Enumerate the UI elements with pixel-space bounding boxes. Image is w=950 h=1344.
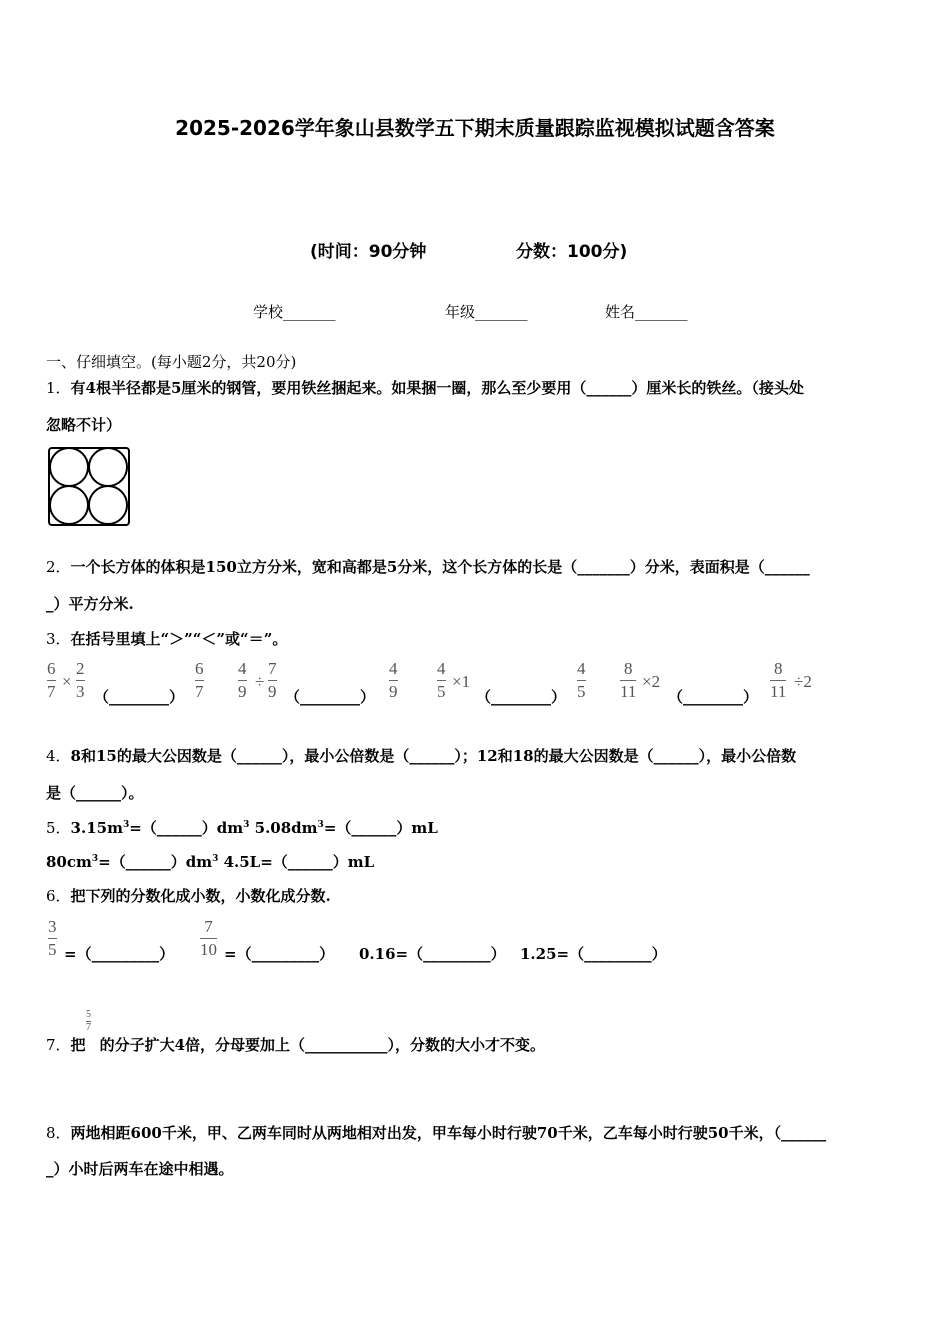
fraction: 7 9 <box>268 659 277 701</box>
question-8-cont: _）小时后两车在途中相遇。 <box>46 1160 234 1178</box>
name-field: 姓名_______ <box>605 303 688 321</box>
question-4-cont: 是（______）。 <box>46 784 144 802</box>
small-fraction: 5 7 <box>86 1009 91 1033</box>
superscript: 3 <box>122 820 130 830</box>
question-6 <box>46 885 331 906</box>
question-number: 4． <box>46 747 71 765</box>
operator: ÷2 <box>794 672 812 691</box>
operator: ×1 <box>452 672 471 691</box>
superscript: 3 <box>91 854 99 864</box>
question-1-cont: 忽略不计） <box>46 416 122 434</box>
fraction: 6 7 <box>47 659 56 701</box>
question-text: 的分子扩大4倍，分母要加上（___________），分数的大小才不变。 <box>99 1036 546 1054</box>
answer-blank[interactable]: （________） <box>668 688 759 706</box>
superscript: 3 <box>317 820 324 830</box>
superscript: 3 <box>212 854 219 864</box>
pipe-circle <box>89 486 127 524</box>
pipe-circle <box>50 486 88 524</box>
question-text: 有4根半径都是5厘米的钢管，要用铁丝捆起来。如果捆一圈，那么至少要用（______）厘米长的铁丝。（接头处 <box>70 379 804 397</box>
fraction: 8 11 <box>620 659 637 701</box>
q5-text: =（______）dm <box>129 819 244 837</box>
answer-blank[interactable]: （________） <box>94 688 185 706</box>
fraction: 4 9 <box>238 659 247 701</box>
question-5 <box>46 817 438 838</box>
question-number: 1． <box>46 379 71 397</box>
question-number: 6． <box>46 887 71 905</box>
question-text: 把下列的分数化成小数，小数化成分数. <box>70 887 331 905</box>
exam-time: (时间：90分钟 <box>310 242 427 262</box>
question-number: 7． <box>46 1036 71 1054</box>
question-2-cont: _）平方分米. <box>46 595 134 613</box>
question-2 <box>46 556 810 577</box>
question-1 <box>46 377 804 398</box>
binding-wire <box>49 448 129 525</box>
exam-score: 分数：100分) <box>516 242 628 262</box>
question-text: 两地相距600千米，甲、乙两车同时从两地相对出发，甲车每小时行驶70千米，乙车每小时行驶50千米，（______ <box>70 1124 827 1142</box>
four-pipes-figure <box>46 446 132 528</box>
question-number: 5． <box>46 819 71 837</box>
fraction: 6 7 <box>195 659 204 701</box>
operator: ×2 <box>642 672 661 691</box>
answer-blank[interactable]: =（_________） <box>224 945 335 963</box>
fraction: 4 5 <box>577 659 586 701</box>
question-5-cont <box>46 851 374 872</box>
question-text: 8和15的最大公因数是（______），最小公倍数是（______）；12和18的最大公因数是（______），最小公倍数 <box>70 747 797 765</box>
fraction: 3 5 <box>48 917 57 959</box>
q5-text: =（______）mL <box>323 819 438 837</box>
question-4 <box>46 745 796 766</box>
q5-text: 5.08dm <box>249 819 318 837</box>
answer-blank[interactable]: =（_________） <box>64 945 175 963</box>
fraction: 7 10 <box>200 917 217 959</box>
answer-blank[interactable]: （________） <box>476 688 567 706</box>
q5-text: 3.15m <box>70 819 123 837</box>
question-8 <box>46 1122 826 1143</box>
answer-blank[interactable]: （________） <box>285 688 376 706</box>
answer-blank[interactable]: 1.25=（_________） <box>520 945 667 963</box>
operator: ÷ <box>255 672 265 691</box>
fraction: 2 3 <box>76 659 85 701</box>
pipe-circle <box>50 448 88 486</box>
fraction: 4 5 <box>437 659 446 701</box>
pipe-circle <box>89 448 127 486</box>
question-7 <box>46 1034 545 1055</box>
question-number: 8． <box>46 1124 71 1142</box>
school-field: 学校_______ <box>253 303 336 321</box>
section-heading: 一、仔细填空。(每小题2分，共20分) <box>46 353 297 371</box>
question-text: 在括号里填上“＞”“＜”或“＝”。 <box>70 630 288 648</box>
superscript: 3 <box>243 820 250 830</box>
answer-blank[interactable]: 0.16=（_________） <box>359 945 506 963</box>
q5-text: 80cm <box>46 853 92 871</box>
question-number: 3． <box>46 630 71 648</box>
q5-text: 4.5L=（______）mL <box>218 853 375 871</box>
question-number: 2． <box>46 558 71 576</box>
q5-text: =（______）dm <box>98 853 213 871</box>
question-3 <box>46 628 287 649</box>
question-text: 把 <box>70 1036 86 1054</box>
grade-field: 年级_______ <box>445 303 528 321</box>
fraction: 4 9 <box>389 659 398 701</box>
page-title: 2025-2026学年象山县数学五下期末质量跟踪监视模拟试题含答案 <box>175 116 775 140</box>
operator: × <box>62 672 72 691</box>
question-text: 一个长方体的体积是150立方分米，宽和高都是5分米，这个长方体的长是（_______）分米，表面积是（______ <box>70 558 810 576</box>
fraction: 8 11 <box>770 659 787 701</box>
